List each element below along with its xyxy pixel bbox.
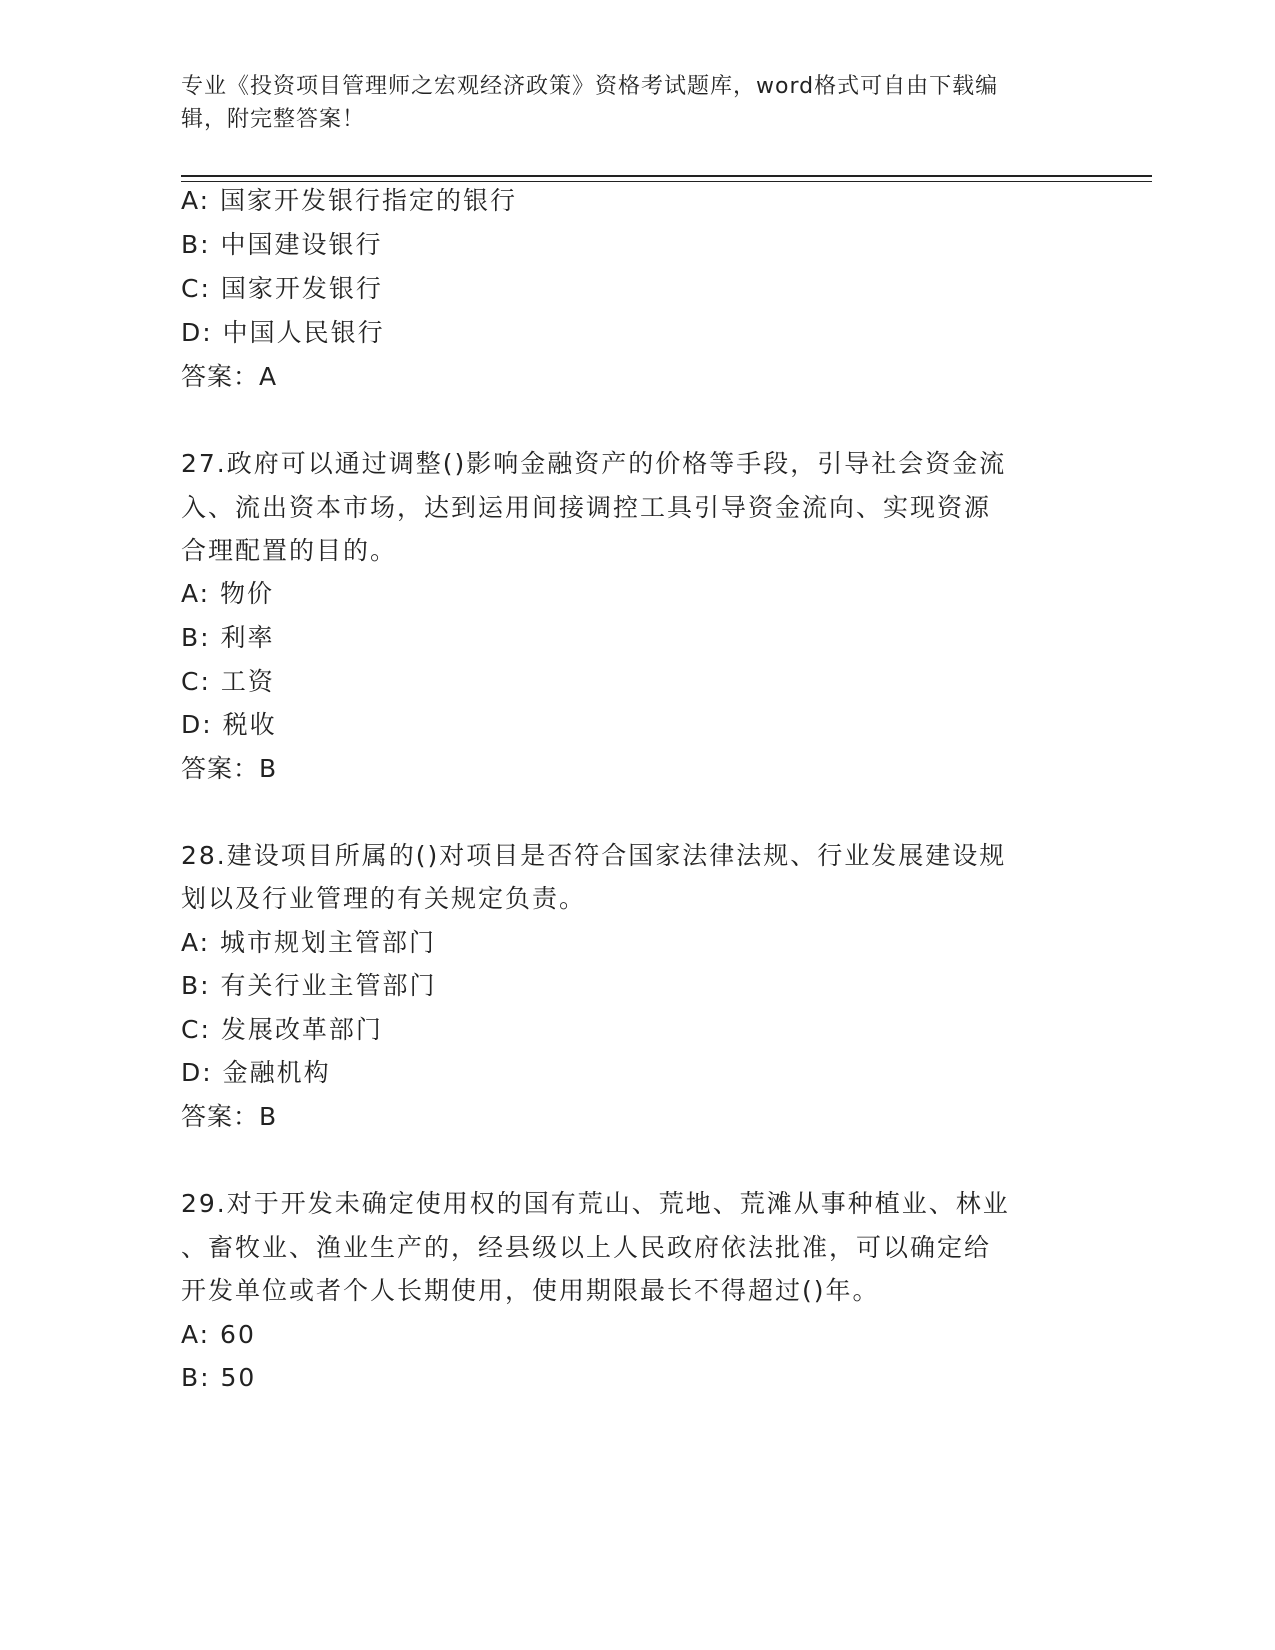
q27-option-d: D: 税收 <box>181 710 277 739</box>
q26-option-b: B: 中国建设银行 <box>181 230 383 259</box>
q27-stem-line-2: 入、流出资本市场，达到运用间接调控工具引导资金流向、实现资源 <box>181 493 992 522</box>
header-line-2: 辑，附完整答案！ <box>181 107 366 132</box>
q28-option-b: B: 有关行业主管部门 <box>181 971 437 1000</box>
q28-answer: 答案：B <box>181 1102 278 1131</box>
header-line-1: 专业《投资项目管理师之宏观经济政策》资格考试题库，word格式可自由下载编 <box>181 74 999 99</box>
q26-option-d: D: 中国人民银行 <box>181 318 385 347</box>
q27-stem-line-3: 合理配置的目的。 <box>181 536 398 565</box>
q29-option-a: A: 60 <box>181 1320 256 1349</box>
header-rule-thick <box>181 175 1152 177</box>
q26-option-a: A: 国家开发银行指定的银行 <box>181 186 518 215</box>
q28-option-a: A: 城市规划主管部门 <box>181 928 437 957</box>
q29-option-b: B: 50 <box>181 1363 257 1392</box>
q29-stem-line-1: 29.对于开发未确定使用权的国有荒山、荒地、荒滩从事种植业、林业 <box>181 1189 1010 1218</box>
q27-answer: 答案：B <box>181 754 278 783</box>
document-header <box>181 70 1061 136</box>
q29-stem-line-2: 、畜牧业、渔业生产的，经县级以上人民政府依法批准，可以确定给 <box>181 1233 992 1262</box>
q27-option-c: C: 工资 <box>181 667 275 696</box>
q28-stem-line-2: 划以及行业管理的有关规定负责。 <box>181 884 587 913</box>
q27-option-b: B: 利率 <box>181 623 275 652</box>
q27-option-a: A: 物价 <box>181 579 275 608</box>
q28-option-c: C: 发展改革部门 <box>181 1015 383 1044</box>
q28-option-d: D: 金融机构 <box>181 1058 331 1087</box>
q26-option-c: C: 国家开发银行 <box>181 274 383 303</box>
q27-stem-line-1: 27.政府可以通过调整()影响金融资产的价格等手段，引导社会资金流 <box>181 449 1007 478</box>
q26-answer: 答案：A <box>181 362 278 391</box>
q29-stem-line-3: 开发单位或者个人长期使用，使用期限最长不得超过()年。 <box>181 1276 880 1305</box>
header-rule-thin <box>181 181 1152 182</box>
q28-stem-line-1: 28.建设项目所属的()对项目是否符合国家法律法规、行业发展建设规 <box>181 841 1007 870</box>
